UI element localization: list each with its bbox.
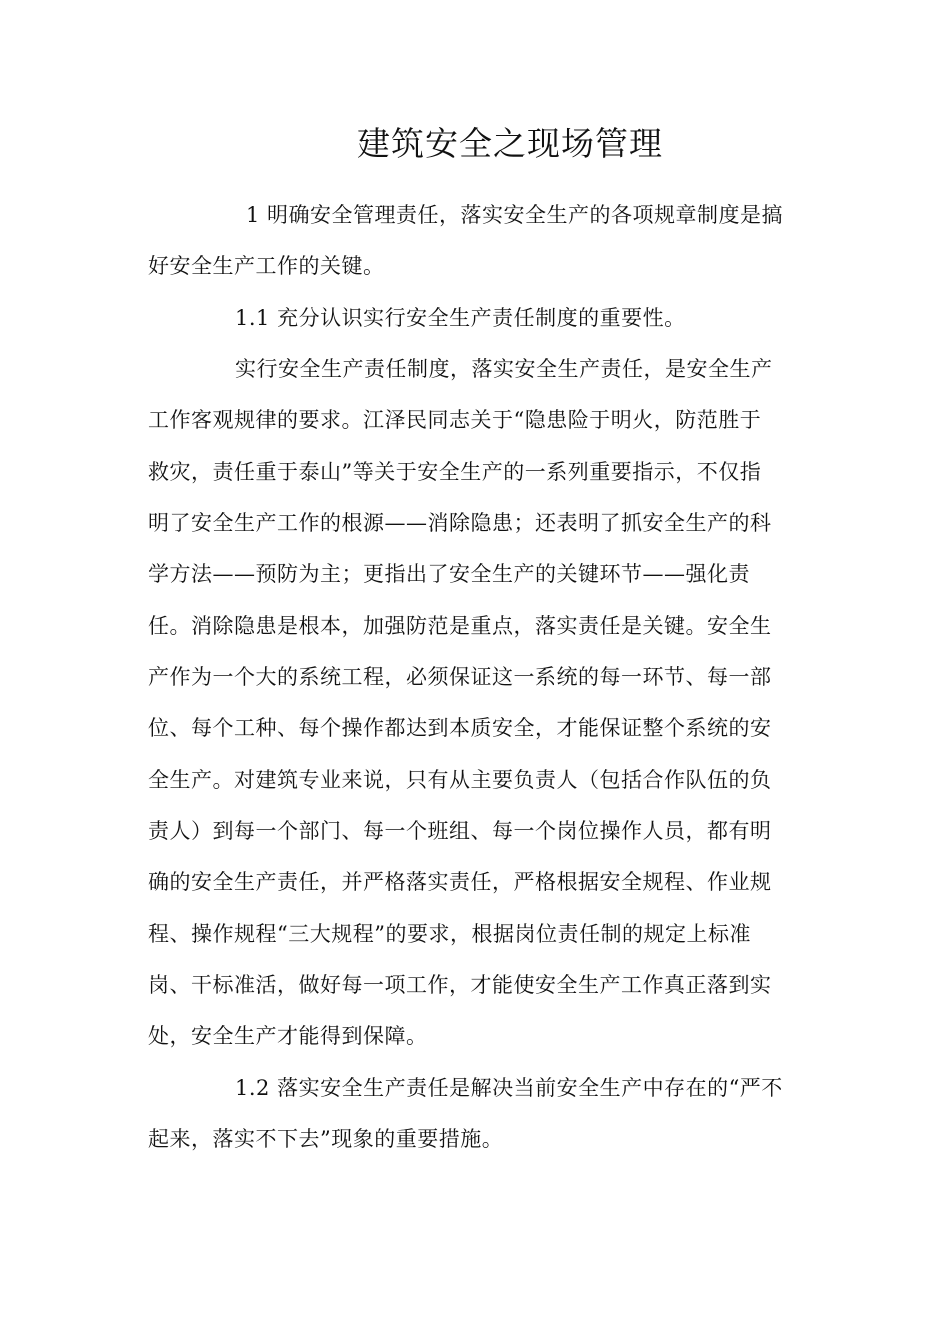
paragraph-line: 位、每个工种、每个操作都达到本质安全，才能保证整个系统的安 [148,716,772,740]
paragraph-line: 处，安全生产才能得到保障。 [148,1024,428,1048]
paragraph-line: 岗、干标准活，做好每一项工作，才能使安全生产工作真正落到实 [148,973,772,997]
paragraph-line: 程、操作规程“三大规程”的要求，根据岗位责任制的规定上标准 [148,922,751,946]
paragraph-line: 任。消除隐患是根本，加强防范是重点，落实责任是关键。安全生 [148,614,772,638]
paragraph-line: 好安全生产工作的关键。 [148,254,385,278]
paragraph-line: 实行安全生产责任制度，落实安全生产责任，是安全生产 [235,357,773,381]
paragraph-line: 产作为一个大的系统工程，必须保证这一系统的每一环节、每一部 [148,665,772,689]
paragraph-line: 工作客观规律的要求。江泽民同志关于“隐患险于明火，防范胜于 [148,408,762,432]
paragraph-line: 确的安全生产责任，并严格落实责任，严格根据安全规程、作业规 [148,870,772,894]
document-title: 建筑安全之现场管理 [357,124,663,163]
paragraph-line: 学方法——预防为主；更指出了安全生产的关键环节——强化责 [148,562,750,586]
paragraph-line: 明了安全生产工作的根源——消除隐患；还表明了抓安全生产的科 [148,511,772,535]
paragraph-line: 救灾，责任重于泰山”等关于安全生产的一系列重要指示，不仅指 [148,460,762,484]
paragraph-line: 1 明确安全管理责任，落实安全生产的各项规章制度是搞 [246,203,784,227]
paragraph-line: 责人）到每一个部门、每一个班组、每一个岗位操作人员，都有明 [148,819,772,843]
paragraph-line: 全生产。对建筑专业来说，只有从主要负责人（包括合作队伍的负 [148,768,772,792]
paragraph-line: 起来，落实不下去”现象的重要措施。 [148,1127,504,1151]
section-heading: 1.1 充分认识实行安全生产责任制度的重要性。 [235,306,686,330]
section-heading: 1.2 落实安全生产责任是解决当前安全生产中存在的“严不 [235,1076,783,1100]
